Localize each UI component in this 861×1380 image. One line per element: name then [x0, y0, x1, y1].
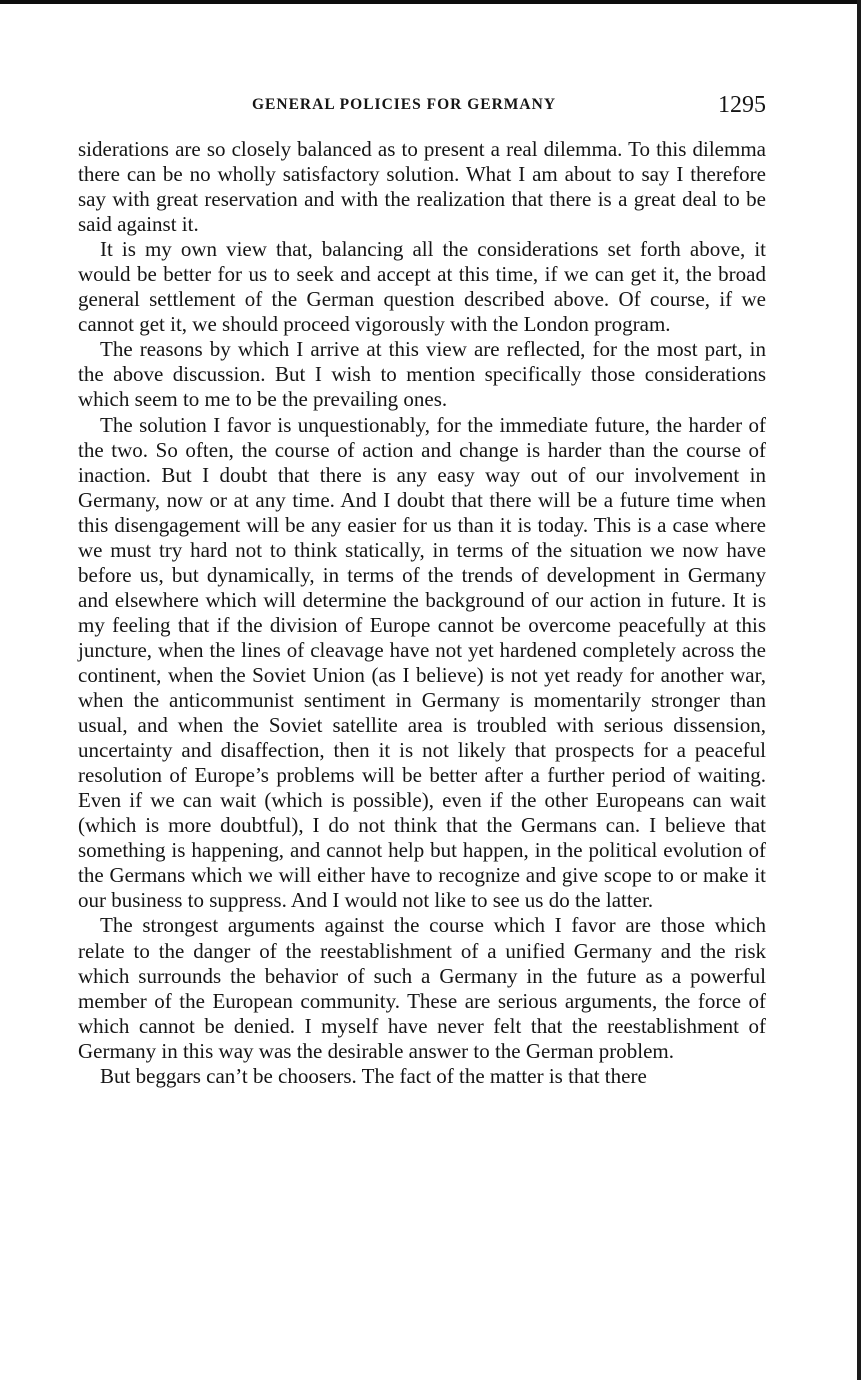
paragraph: It is my own view that, balancing all the considerations set forth above, it would be better for us to seek and accept at this time, if we can get it, the broad general settlement of the German question described above. Of course, if we cannot get it, we should proceed vigorously with the London program.	[78, 237, 766, 337]
paragraph: The reasons by which I arrive at this view are reflected, for the most part, in the above discussion. But I wish to mention specifically those considerations which seem to me to be the prevailing ones.	[78, 337, 766, 412]
paragraph: The strongest arguments against the course which I favor are those which relate to the danger of the reestablishment of a unified Germany and the risk which surrounds the behavior of such a Germany in the future as a powerful member of the European community. These are serious arguments, the force of which cannot be denied. I myself have never felt that the reestablishment of Germany in this way was the desirable answer to the German problem.	[78, 913, 766, 1063]
page-number: 1295	[718, 92, 766, 118]
page-right-edge	[857, 0, 861, 1380]
paragraph-continues: But beggars can’t be choosers. The fact of the matter is that there	[100, 1063, 647, 1088]
paragraph: The solution I favor is unquestionably, for the immediate future, the harder of the two. So often, the course of action and change is harder than the course of inaction. But I doubt that there is any easy way out of our involvement in Germany, now or at any time. And I doubt that there will be a future time when this disengagement will be any easier for us than it is today. This is a case where we must try hard not to think statically, in terms of the situation we now have before us, but dynamically, in terms of the trends of development in Germany and elsewhere which will determine the background of our action in future. It is my feeling that if the division of Europe cannot be overcome peacefully at this juncture, when the lines of cleavage have not yet hardened completely across the continent, when the Soviet Union (as I believe) is not yet ready for another war, when the anticommunist sentiment in Germany is momentarily stronger than usual, and when the Soviet satellite area is troubled with serious dissension, uncertainty and disaffection, then it is not likely that prospects for a peaceful resolution of Europe’s problems will be better after a further period of waiting. Even if we can wait (which is possible), even if the other Europeans can wait (which is more doubtful), I do not think that the Germans can. I believe that something is happening, and cannot help but happen, in the political evolution of the Germans which we will either have to recognize and give scope to or make it our business to suppress. And I would not like to see us do the latter.	[78, 412, 766, 913]
page-top-edge	[0, 0, 861, 4]
paragraph-continued: siderations are so closely balanced as to present a real dilemma. To this dilemma there can be no wholly satisfactory solution. What I am about to say I therefore say with great reservation and with the realization that there is a great deal to be said against it.	[78, 137, 766, 237]
running-title: GENERAL POLICIES FOR GERMANY	[252, 96, 557, 113]
running-header	[78, 92, 770, 126]
body-text	[78, 137, 766, 1089]
